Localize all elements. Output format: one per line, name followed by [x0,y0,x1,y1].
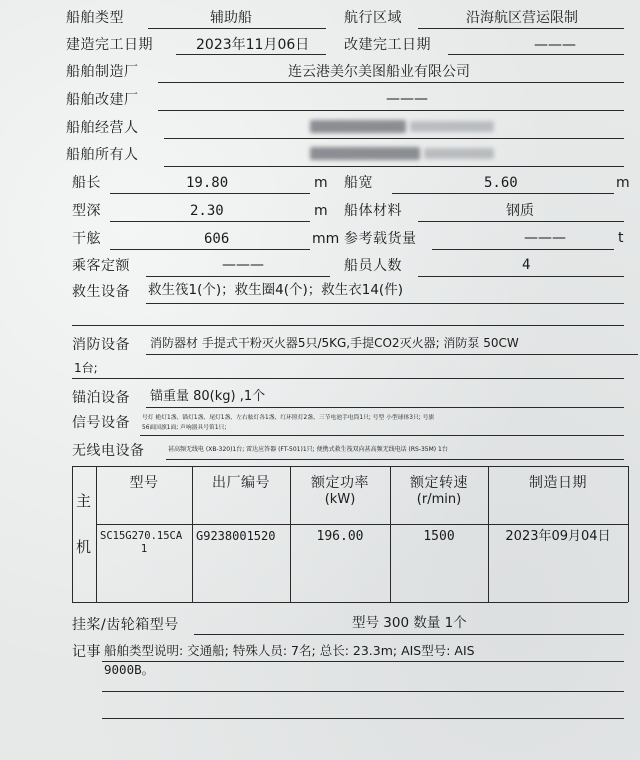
rebuilder-label: 船舶改建厂 [66,92,139,108]
rebuild-date-label: 改建完工日期 [344,37,431,53]
remarks-line1: 船舶类型说明: 交通船; 特殊人员: 7名; 总长: 23.3m; AIS型号: AIS [104,643,475,658]
col-header-speed: 额定转速 [410,475,468,491]
underline [102,718,624,719]
builder-label: 船舶制造厂 [66,64,139,80]
underline [158,110,624,111]
lifesaving-label: 救生设备 [72,284,130,300]
cargo-unit: t [618,230,624,246]
rebuild-date-value: ——— [534,37,576,53]
underline [146,303,624,304]
underline [392,193,614,194]
underline [148,28,326,29]
underline [146,407,624,408]
signal-value-line2: 56面国旗1面; 声响器具号笛1只; [142,425,227,431]
length-unit: m [314,175,328,191]
underline [418,221,624,222]
breadth-value: 5.60 [484,175,518,191]
underline [110,193,310,194]
underline [110,221,310,222]
underline [418,28,624,29]
firefighting-value-line1: 消防器材 手提式干粉灭火器5只/5KG,手提CO2灭火器; 消防泵 50CW [150,336,519,350]
cell-date: 2023年09月04日 [505,529,611,544]
redacted-text [424,148,494,159]
crew-value: 4 [522,257,531,273]
freeboard-label: 干舷 [72,231,101,247]
underline [72,325,624,326]
length-value: 19.80 [186,175,229,191]
col-header-power-unit: (kW) [324,492,356,507]
underline [158,82,624,83]
underline [194,634,624,635]
freeboard-value: 606 [204,231,230,247]
anchor-label: 锚泊设备 [72,390,130,406]
operator-label: 船舶经营人 [66,120,139,136]
build-date-value: 2023年11月06日 [196,37,310,53]
col-header-date: 制造日期 [529,475,587,491]
underline [110,249,310,250]
col-header-serial: 出厂编号 [212,475,270,491]
cargo-value: ——— [524,230,566,246]
gearbox-value: 型号 300 数量 1个 [352,615,467,631]
underline [72,378,624,379]
radio-label: 无线电设备 [72,443,145,459]
cell-model: SC15G270.15CA [100,530,183,542]
firefighting-value-line2: 1台; [74,361,98,375]
anchor-value: 锚重量 80(kg) ,1个 [150,389,266,404]
breadth-label: 船宽 [344,175,373,191]
col-header-speed-unit: (r/min) [416,492,462,507]
firefighting-label: 消防设备 [72,337,130,353]
crew-label: 船员人数 [344,258,402,274]
underline [140,435,624,436]
radio-value: 甚高频无线电 (XB-320)1台; 雷达应答器 (FT-501)1只; 便携式救生筏双向甚高频无线电话 (RS-35M) 1台 [168,446,448,453]
builder-value: 连云港美尔美图船业有限公司 [288,64,470,80]
underline [146,276,330,277]
underline [432,249,614,250]
material-value: 钢质 [506,203,534,219]
cell-power: 196.00 [316,529,364,544]
ship-type-value: 辅助船 [210,10,252,26]
signal-label: 信号设备 [72,415,130,431]
owner-label: 船舶所有人 [66,147,139,163]
rebuilder-value: ——— [386,91,428,107]
ship-type-label: 船舶类型 [66,10,124,26]
redacted-text [310,147,420,160]
redacted-text [410,121,494,132]
passenger-value: ——— [222,257,264,273]
cell-speed: 1500 [423,529,455,544]
breadth-unit: m [616,175,630,191]
underline [164,138,624,139]
cell-model-cont: 1 [140,543,148,555]
depth-value: 2.30 [190,203,224,219]
underline [448,54,624,55]
underline [102,691,624,692]
depth-label: 型深 [72,203,101,219]
cargo-label: 参考载货量 [344,231,417,247]
nav-area-value: 沿海航区营运限制 [466,10,578,26]
underline [166,459,624,460]
remarks-line2: 9000B。 [104,662,155,677]
passenger-label: 乘客定额 [72,258,130,274]
underline [146,354,638,355]
redacted-text [310,120,406,133]
nav-area-label: 航行区域 [344,10,402,26]
depth-unit: m [314,203,328,219]
underline [176,54,326,55]
length-label: 船长 [72,175,101,191]
build-date-label: 建造完工日期 [66,37,153,53]
col-header-model: 型号 [129,475,159,491]
underline [418,276,624,277]
underline [164,166,624,167]
lifesaving-value: 救生筏1(个)；救生圈4(个)；救生衣14(件) [148,282,403,298]
signal-value-line1: 号灯 桅灯1盏、锚灯1盏、尾灯1盏、左右舷灯各1盏、红环照灯2盏、三节电池手电筒1只; 号型 小型球体3只; 号旗 [142,415,435,421]
table-side-label: 机 [76,538,92,556]
cell-serial: G9238001520 [196,529,276,543]
col-header-power: 额定功率 [311,475,369,491]
underline [102,661,624,662]
gearbox-label: 挂桨/齿轮箱型号 [72,617,179,633]
remarks-label: 记事 [72,644,101,660]
table-side-label: 主 [76,492,92,510]
material-label: 船体材料 [344,203,402,219]
freeboard-unit: mm [312,231,340,247]
